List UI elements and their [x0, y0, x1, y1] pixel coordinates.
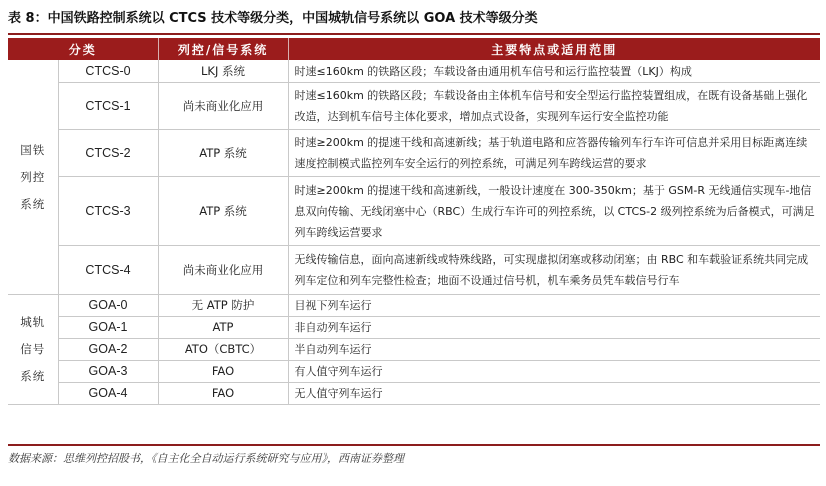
header-row: [8, 38, 820, 60]
system-cell: CTCS-0: [58, 60, 158, 83]
control-cell: ATO（CBTC）: [158, 339, 288, 361]
description-cell: 半自动列车运行: [288, 339, 820, 361]
control-cell: 尚未商业化应用: [158, 83, 288, 130]
table-row: [8, 383, 820, 405]
description-cell: 时速≤160km 的铁路区段；车载设备由通用机车信号和运行监控装置（LKJ）构成: [288, 60, 820, 83]
header-features: 主要特点或适用范围: [288, 38, 820, 60]
control-cell: ATP 系统: [158, 177, 288, 246]
table-row: [8, 83, 820, 130]
control-cell: LKJ 系统: [158, 60, 288, 83]
table-title: 表 8：中国铁路控制系统以 CTCS 技术等级分类，中国城轨信号系统以 GOA 技术等级分类: [8, 11, 538, 26]
table-row: [8, 177, 820, 246]
control-cell: ATP 系统: [158, 130, 288, 177]
control-cell: ATP: [158, 317, 288, 339]
table-row: [8, 60, 820, 83]
bottom-divider: [8, 444, 820, 446]
source-note: 数据来源：思维列控招股书，《自主化全自动运行系统研究与应用》，西南证券整理: [8, 452, 404, 465]
system-cell: CTCS-2: [58, 130, 158, 177]
group-label-metro: 城轨 信号 系统: [8, 295, 58, 405]
system-cell: GOA-1: [58, 317, 158, 339]
system-cell: GOA-0: [58, 295, 158, 317]
control-cell: 尚未商业化应用: [158, 246, 288, 295]
table-row: [8, 339, 820, 361]
classification-table: [8, 38, 820, 405]
header-control: 列控/信号系统: [158, 38, 288, 60]
description-cell: 目视下列车运行: [288, 295, 820, 317]
title-divider: [8, 33, 820, 35]
group-label-railway: 国铁 列控 系统: [8, 60, 58, 295]
system-cell: GOA-4: [58, 383, 158, 405]
table-row: [8, 246, 820, 295]
system-cell: GOA-2: [58, 339, 158, 361]
description-cell: 非自动列车运行: [288, 317, 820, 339]
table-row: [8, 295, 820, 317]
description-cell: 有人值守列车运行: [288, 361, 820, 383]
description-cell: 时速≥200km 的提速干线和高速新线，一般设计速度在 300-350km；基于 GSM-R 无线通信实现车-地信息双向传输、无线闭塞中心（RBC）生成行车许可的列控系统，以 CTCS-2 级列控系统为后备模式，可满足列车跨线运营要求: [288, 177, 820, 246]
table-row: [8, 361, 820, 383]
control-cell: 无 ATP 防护: [158, 295, 288, 317]
system-cell: GOA-3: [58, 361, 158, 383]
header-category: 分类: [8, 38, 158, 60]
control-cell: FAO: [158, 361, 288, 383]
system-cell: CTCS-3: [58, 177, 158, 246]
control-cell: FAO: [158, 383, 288, 405]
description-cell: 时速≤160km 的铁路区段；车载设备由主体机车信号和安全型运行监控装置组成，在既有设备基础上强化改造，达到机车信号主体化要求，增加点式设备，实现列车运行安全监控功能: [288, 83, 820, 130]
description-cell: 时速≥200km 的提速干线和高速新线；基于轨道电路和应答器传输列车行车许可信息并采用目标距离连续速度控制模式监控列车安全运行的列控系统，可满足列车跨线运营的要求: [288, 130, 820, 177]
table-row: [8, 130, 820, 177]
description-cell: 无人值守列车运行: [288, 383, 820, 405]
description-cell: 无线传输信息，面向高速新线或特殊线路，可实现虚拟闭塞或移动闭塞；由 RBC 和车载验证系统共同完成列车定位和列车完整性检查；地面不设通过信号机，机车乘务员凭车载信号行车: [288, 246, 820, 295]
table-row: [8, 317, 820, 339]
system-cell: CTCS-1: [58, 83, 158, 130]
system-cell: CTCS-4: [58, 246, 158, 295]
